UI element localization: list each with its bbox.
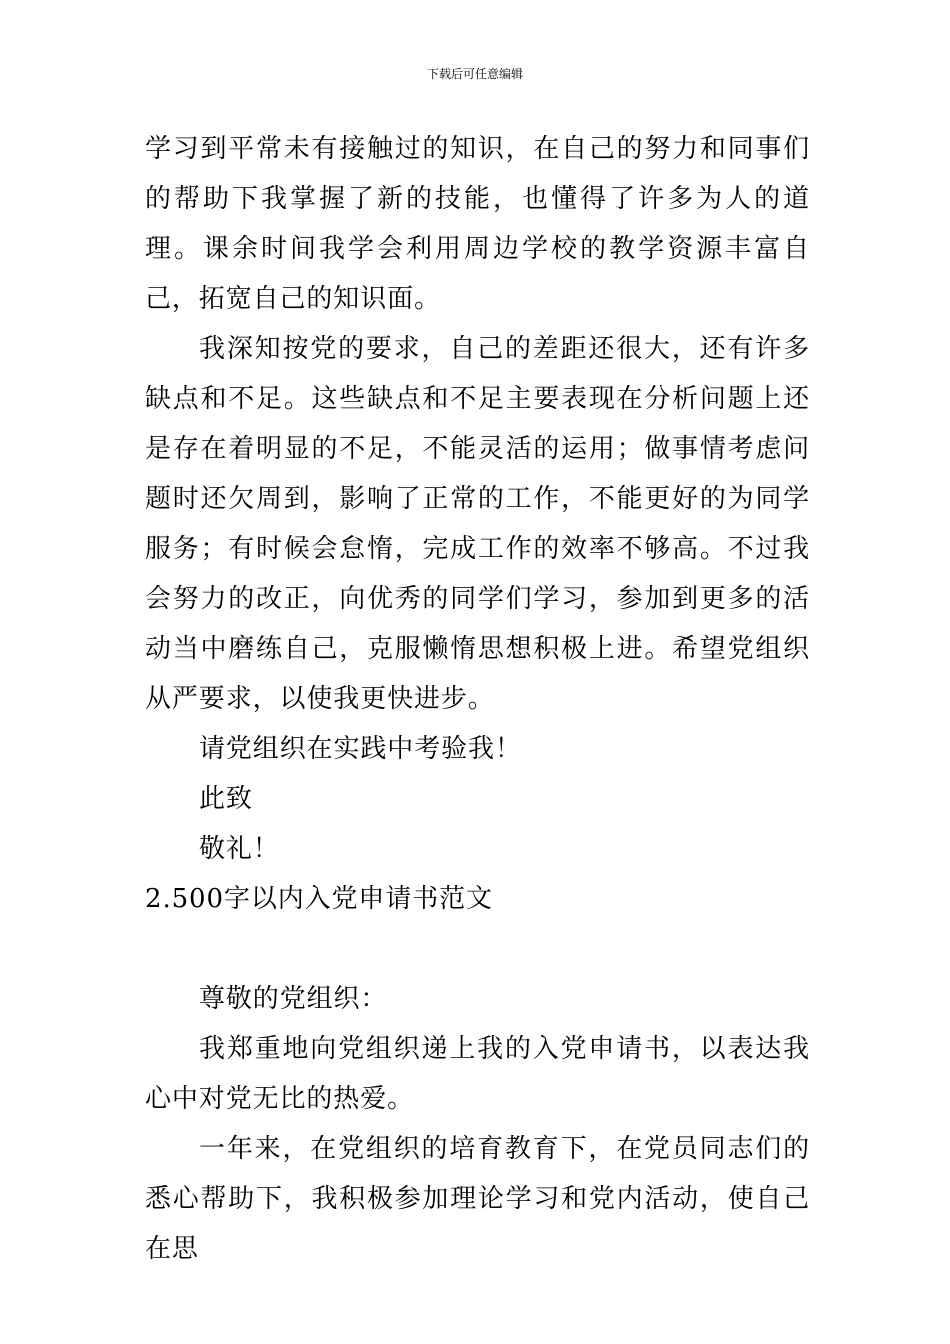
document-body (145, 124, 810, 1274)
page-header-note: 下载后可任意编辑 (426, 67, 523, 81)
closing-jingli: 敬礼！ (199, 834, 280, 864)
blank-line (145, 924, 810, 974)
paragraph-shortcomings: 我深知按党的要求，自己的差距还很大，还有许多缺点和不足。这些缺点和不足主要表现在分析问题上还是存在着明显的不足，不能灵活的运用；做事情考虑问题时还欠周到，影响了正常的工作，不能更好的为同学服务；有时候会怠惰，完成工作的效率不够高。不过我会努力的改正，向优秀的同学们学习，参加到更多的活动当中磨练自己，克服懒惰思想积极上进。希望党组织从严要求，以使我更快进步。 (145, 334, 810, 714)
salutation: 尊敬的党组织： (199, 984, 388, 1014)
paragraph-application: 我郑重地向党组织递上我的入党申请书，以表达我心中对党无比的热爱。 (145, 1034, 810, 1114)
paragraph-request: 请党组织在实践中考验我！ (199, 734, 522, 764)
closing-cizhi: 此致 (199, 784, 253, 814)
paragraph-year-review: 一年来，在党组织的培育教育下，在党员同志们的悉心帮助下，我积极参加理论学习和党内活动，使自己在思 (145, 1134, 810, 1264)
paragraph-continuation: 学习到平常未有接触过的知识，在自己的努力和同事们的帮助下我掌握了新的技能，也懂得了许多为人的道理。课余时间我学会利用周边学校的教学资源丰富自己，拓宽自己的知识面。 (145, 134, 810, 314)
section-title: 2.500字以内入党申请书范文 (145, 884, 493, 914)
